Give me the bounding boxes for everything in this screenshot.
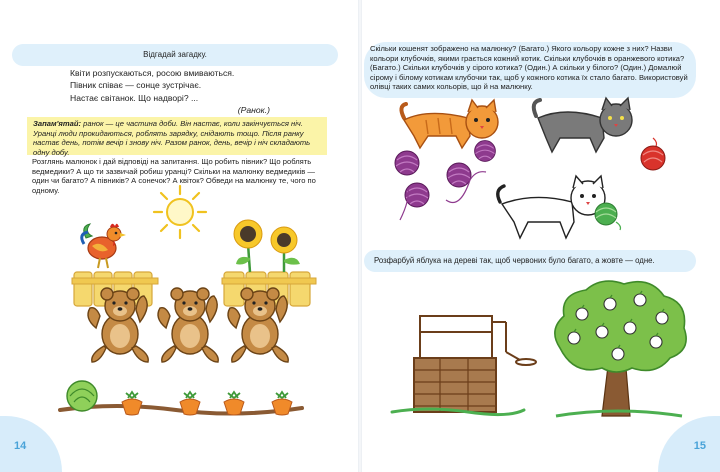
poem-line-3: Настає світанок. Що надворі? ... [70,92,199,103]
page-corner-left [0,416,62,472]
yarn-red[interactable] [638,138,668,172]
yarn-green[interactable] [590,200,624,230]
page-number-right: 15 [693,440,706,452]
bears-task: Розглянь малюнок і дай відповіді на запитання. Що робить півник? Що роблять ведмедики? А що ти зазвичай робиш уранці? Скільки на малюнку ведмедиків — один чи багато? А півників? А сонечок? А квіток? Обведи на малюнку те, чого по одному. [32,157,316,195]
cabbage-drawing[interactable] [62,376,102,412]
poem-line-1: Квіти розпускаються, росою вмиваються. [70,68,235,78]
bear-3[interactable] [222,282,298,368]
apple-tree[interactable] [546,276,692,422]
yarn-thread-purple [390,160,500,222]
sunflowers-drawing[interactable] [228,218,308,274]
bear-1[interactable] [82,282,158,368]
carrot-1[interactable] [118,392,146,418]
page-corner-right [658,416,720,472]
remember-box [27,117,327,155]
carrot-2[interactable] [176,392,204,418]
remember-text: ранок — це частина доби. Він настає, коли закінчується ніч. Уранці люди прокидаються, роблять зарядку, снідають тощо. Після ранку настає день, потім вечір і знову ніч. Разом ранок, день, вечір і ніч складають одну добу. [33,119,311,157]
left-page [0,0,358,472]
rooster-drawing[interactable] [78,218,130,270]
page-number-left: 14 [14,440,27,452]
poem-line-2: Півник співає — сонце зустрічає. [70,80,202,91]
riddle-title: Відгадай загадку. [143,50,207,59]
carrot-4[interactable] [268,392,296,418]
poem-answer: (Ранок.) [237,105,270,116]
bear-2[interactable] [152,282,228,368]
well-drawing[interactable] [410,312,542,414]
right-page [362,0,720,472]
well-ground [388,402,528,420]
gray-cat[interactable] [530,96,640,156]
remember-label: Запам'ятай: [33,119,82,128]
sun-drawing[interactable] [152,184,208,240]
riddle-poem [70,67,270,117]
kittens-task: Скільки кошенят зображено на малюнку? (Багато.) Якого кольору кожне з них? Назви кольори клубочків, якими грається кожний котик. Скільки клубочків в оранжевого котика? (Багато.) Скільки клубочків у сірого котика? (Один.) А скільки у білого? (Один.) Домалюй сірому і білому котикам клубочки так, щоб у кожного котика їх стало багато. Використовуй олівці таких самих кольорів, що й на малюнку. [370,44,688,92]
apple-task: Розфарбуй яблука на дереві так, щоб червоних було багато, а жовте — одне. [374,256,655,265]
carrot-3[interactable] [220,392,248,418]
